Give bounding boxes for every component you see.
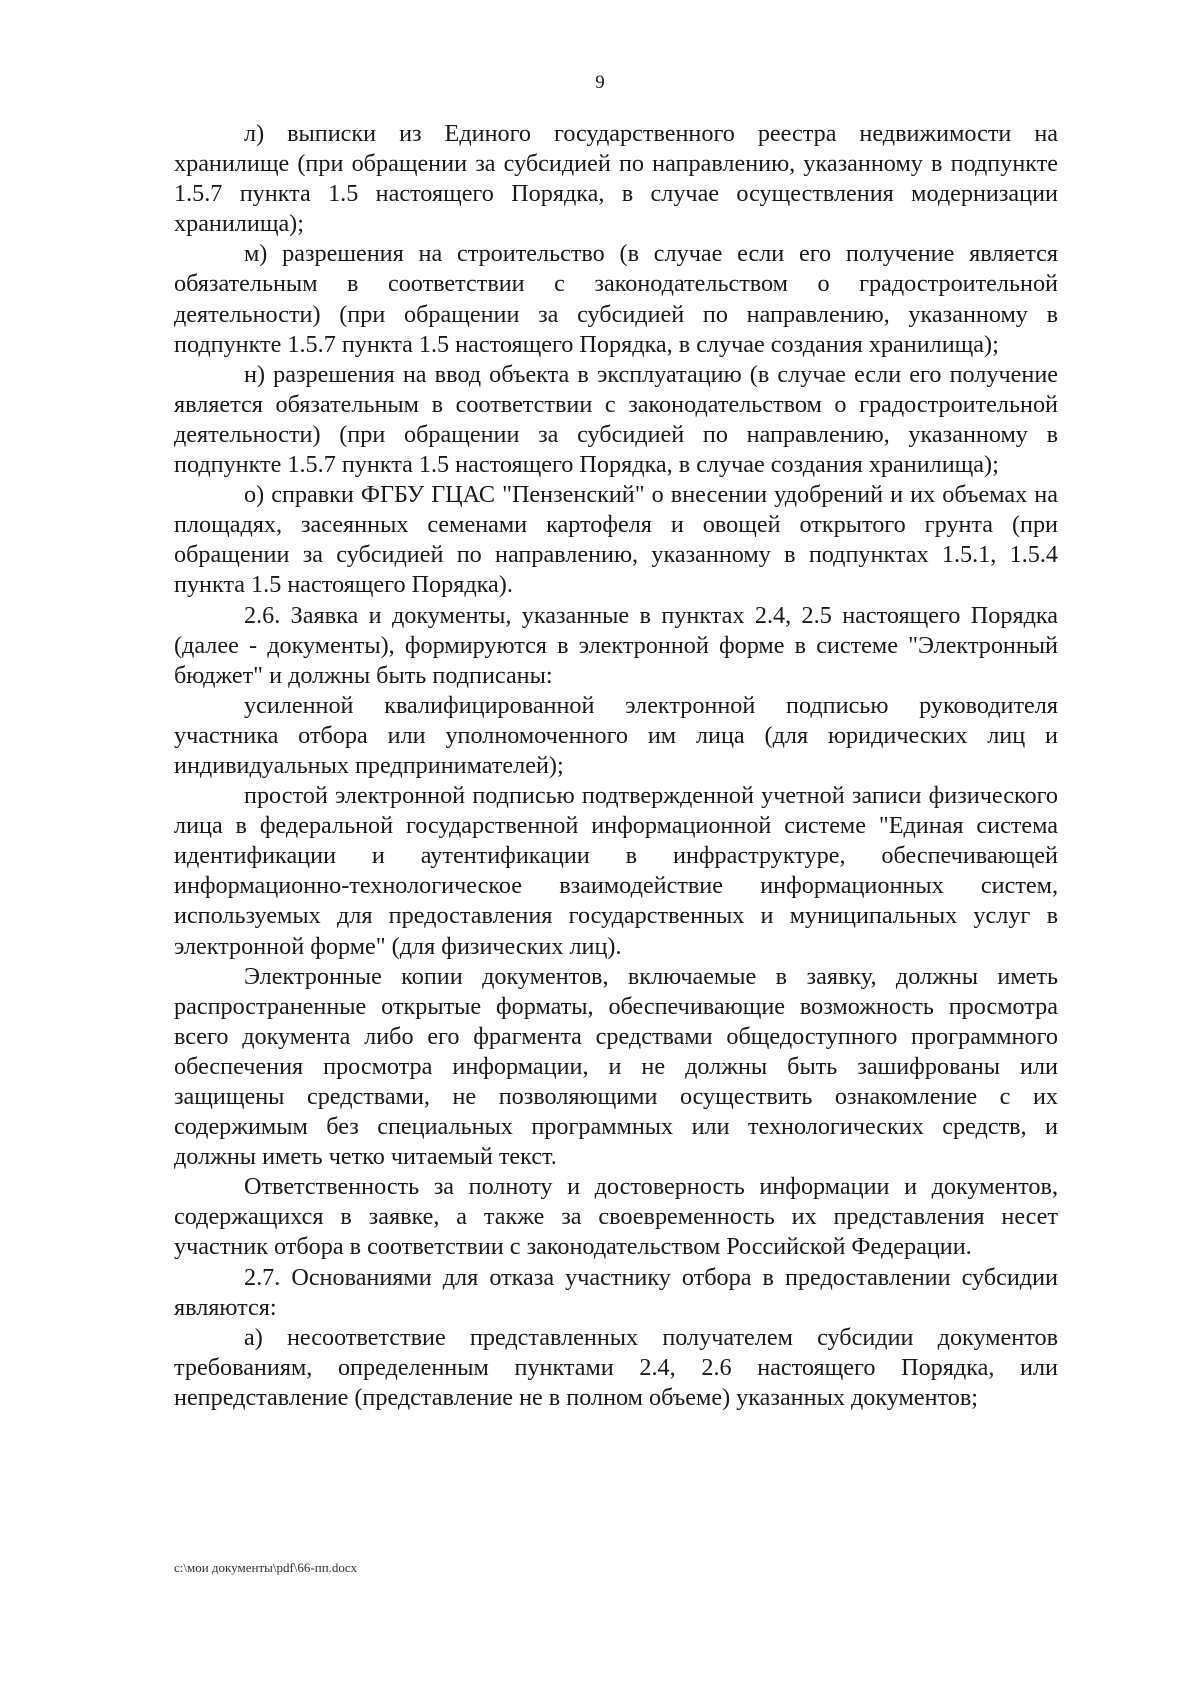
paragraph-a: а) несоответствие представленных получателем субсидии документов требованиям, определенным пунктами 2.4, 2.6 настоящего Порядка, или непредставление (представление не в полном объеме) указанных документов; [174, 1323, 1058, 1411]
paragraph-qualified-signature: усиленной квалифицированной электронной подписью руководителя участника отбора или уполномоченного им лица (для юридических лиц и индивидуальных предпринимателей); [174, 691, 1058, 779]
footer-file-path: c:\мои документы\pdf\66-пп.docx [174, 1560, 358, 1575]
document-body [174, 119, 1058, 1413]
paragraph-m: м) разрешения на строительство (в случае если его получение является обязательным в соответствии с законодательством о градостроительной деятельности) (при обращении за субсидией по направлению, указанному в подпункте 1.5.7 пункта 1.5 настоящего Порядка, в случае создания хранилища); [174, 240, 1058, 358]
paragraph-simple-signature: простой электронной подписью подтвержденной учетной записи физического лица в федеральной государственной информационной системе "Единая система идентификации и аутентификации в инфраструктуре, обеспечивающей информационно-технологическое взаимодействие информационных систем, используемых для предоставления государственных и муниципальных услуг в электронной форме" (для физических лиц). [174, 782, 1058, 960]
paragraph-l: л) выписки из Единого государственного реестра недвижимости на хранилище (при обращении за субсидией по направлению, указанному в подпункте 1.5.7 пункта 1.5 настоящего Порядка, в случае осуществления модернизации хранилища); [174, 120, 1058, 238]
paragraph-electronic-copies: Электронные копии документов, включаемые в заявку, должны иметь распространенные открытые форматы, обеспечивающие возможность просмотра всего документа либо его фрагмента средствами общедоступного программного обеспечения просмотра информации, и не должны быть зашифрованы или защищены средствами, не позволяющими осуществить ознакомление с их содержимым без специальных программных или технологических средств, и должны иметь четко читаемый текст. [174, 962, 1058, 1171]
paragraph-2-7: 2.7. Основаниями для отказа участнику отбора в предоставлении субсидии являются: [174, 1263, 1058, 1321]
paragraph-o: о) справки ФГБУ ГЦАС "Пензенский" о внесении удобрений и их объемах на площадях, засеянных семенами картофеля и овощей открытого грунта (при обращении за субсидией по направлению, указанному в подпунктах 1.5.1, 1.5.4 пункта 1.5 настоящего Порядка). [174, 481, 1058, 599]
paragraph-2-6: 2.6. Заявка и документы, указанные в пунктах 2.4, 2.5 настоящего Порядка (далее - документы), формируются в электронной форме в системе "Электронный бюджет" и должны быть подписаны: [174, 601, 1058, 689]
page-number: 9 [595, 72, 605, 93]
paragraph-n: н) разрешения на ввод объекта в эксплуатацию (в случае если его получение является обязательным в соответствии с законодательством о градостроительной деятельности) (при обращении за субсидией по направлению, указанному в подпункте 1.5.7 пункта 1.5 настоящего Порядка, в случае создания хранилища); [174, 360, 1058, 479]
paragraph-responsibility: Ответственность за полноту и достоверность информации и документов, содержащихся в заявке, а также за своевременность их представления несет участник отбора в соответствии с законодательством Российской Федерации. [174, 1173, 1058, 1261]
